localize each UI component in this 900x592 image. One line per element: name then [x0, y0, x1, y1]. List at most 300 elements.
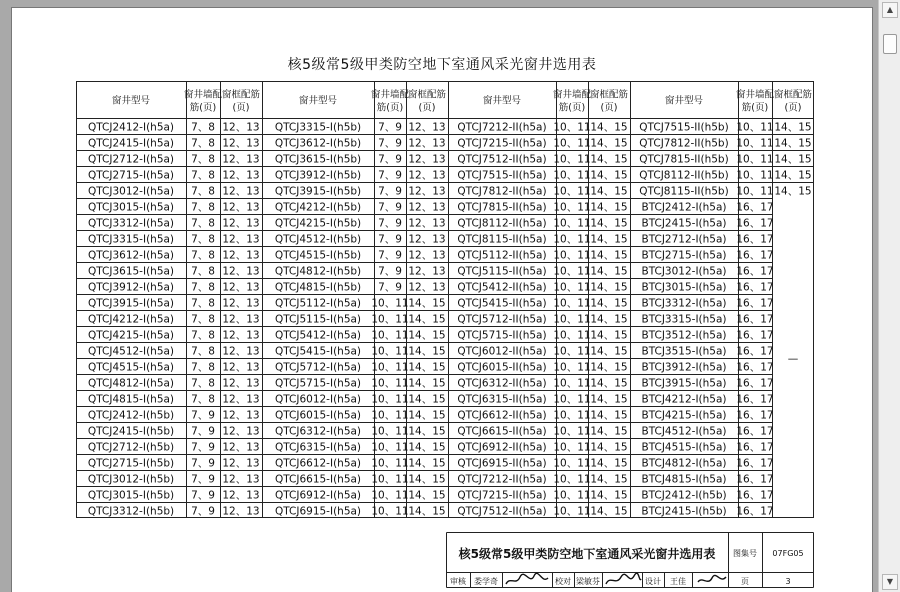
wall-page-cell: 7、8 [191, 201, 215, 214]
frame-page-cell: 14、15 [590, 249, 628, 262]
wall-page-cell: 16、17 [736, 297, 774, 310]
wall-page-cell: 10、11 [736, 121, 774, 134]
model-cell: QTCJ2412-I(h5b) [87, 409, 175, 422]
frame-page-cell: 14、15 [590, 153, 628, 166]
frame-page-cell: 14、15 [590, 457, 628, 470]
wall-page-cell: 10、11 [553, 473, 591, 486]
design-name: 王佳 [670, 577, 686, 586]
review-label: 审核 [450, 577, 466, 586]
wall-page-cell: 7、9 [378, 233, 402, 246]
model-cell: QTCJ2715-I(h5b) [87, 457, 175, 470]
model-cell: QTCJ8115-II(h5b) [639, 185, 729, 198]
model-cell: QTCJ8112-II(h5a) [457, 217, 547, 230]
model-cell: QTCJ6015-II(h5a) [457, 361, 547, 374]
model-cell: BTCJ3012-I(h5a) [641, 265, 727, 278]
model-cell: BTCJ3512-I(h5a) [641, 329, 727, 342]
model-cell: BTCJ2715-I(h5a) [641, 249, 727, 262]
wall-page-cell: 10、11 [553, 201, 591, 214]
frame-page-cell: 14、15 [590, 121, 628, 134]
model-cell: QTCJ3015-I(h5b) [87, 489, 175, 502]
model-cell: QTCJ5715-I(h5a) [274, 377, 362, 390]
wall-page-cell: 10、11 [371, 441, 409, 454]
frame-page-cell: 12、13 [222, 265, 260, 278]
wall-page-cell: 7、9 [191, 425, 215, 438]
model-cell: BTCJ2415-I(h5a) [641, 217, 727, 230]
column-header-sub: 筋(页) [376, 102, 404, 114]
frame-page-cell: 14、15 [590, 425, 628, 438]
model-cell: QTCJ5712-II(h5a) [457, 313, 547, 326]
frame-page-cell: 14、15 [590, 169, 628, 182]
page-title: 核5级常5级甲类防空地下室通风采光窗井选用表 [287, 57, 597, 73]
frame-page-cell: 14、15 [590, 233, 628, 246]
wall-page-cell: 10、11 [371, 393, 409, 406]
frame-page-cell: 12、13 [408, 153, 446, 166]
wall-page-cell: 7、8 [191, 393, 215, 406]
wall-page-cell: 7、8 [191, 297, 215, 310]
frame-page-cell: 12、13 [408, 265, 446, 278]
frame-page-cell: 12、13 [408, 201, 446, 214]
frame-page-cell: 14、15 [590, 409, 628, 422]
wall-page-cell: 7、9 [191, 473, 215, 486]
frame-page-cell: 14、15 [590, 361, 628, 374]
wall-page-cell: 16、17 [736, 505, 774, 518]
model-cell: QTCJ3915-I(h5b) [274, 185, 362, 198]
wall-page-cell: 7、8 [191, 361, 215, 374]
wall-page-cell: 10、11 [553, 185, 591, 198]
design-label: 设计 [645, 577, 661, 586]
wall-page-cell: 10、11 [371, 377, 409, 390]
column-header: 窗框配筋 [773, 89, 813, 101]
wall-page-cell: 16、17 [736, 457, 774, 470]
wall-page-cell: 7、9 [191, 489, 215, 502]
page-label: 页 [741, 577, 749, 586]
frame-page-cell: 12、13 [222, 393, 260, 406]
frame-page-cell: 12、13 [408, 249, 446, 262]
model-cell: QTCJ6912-I(h5a) [274, 489, 362, 502]
scroll-up-arrow-icon[interactable]: ▲ [882, 2, 898, 18]
frame-page-cell: 14、15 [408, 409, 446, 422]
model-cell: QTCJ7515-II(h5a) [457, 169, 547, 182]
column-header: 窗框配筋 [407, 89, 447, 101]
frame-page-cell: 14、15 [590, 473, 628, 486]
wall-page-cell: 7、9 [378, 281, 402, 294]
frame-page-cell: 14、15 [408, 377, 446, 390]
wall-page-cell: 10、11 [736, 185, 774, 198]
wall-page-cell: 10、11 [553, 329, 591, 342]
model-cell: QTCJ3612-I(h5a) [87, 249, 175, 262]
frame-page-cell: 14、15 [590, 393, 628, 406]
model-cell: BTCJ2412-I(h5b) [641, 489, 727, 502]
model-cell: QTCJ6915-II(h5a) [457, 457, 547, 470]
wall-page-cell: 10、11 [553, 377, 591, 390]
wall-page-cell: 16、17 [736, 393, 774, 406]
model-cell: QTCJ6015-I(h5a) [274, 409, 362, 422]
frame-page-cell: 14、15 [590, 441, 628, 454]
model-cell: BTCJ2415-I(h5b) [641, 505, 727, 518]
column-header: 窗井型号 [664, 95, 704, 107]
wall-page-cell: 10、11 [553, 441, 591, 454]
wall-page-cell: 7、9 [191, 505, 215, 518]
frame-page-cell: 12、13 [222, 249, 260, 262]
model-cell: QTCJ2415-I(h5b) [87, 425, 175, 438]
model-cell: QTCJ4512-I(h5b) [274, 233, 362, 246]
wall-page-cell: 7、9 [191, 441, 215, 454]
wall-page-cell: 10、11 [553, 489, 591, 502]
frame-page-cell: 14、15 [408, 345, 446, 358]
vertical-scrollbar[interactable] [878, 0, 900, 592]
model-cell: QTCJ2415-I(h5a) [87, 137, 175, 150]
wall-page-cell: 16、17 [736, 249, 774, 262]
frame-page-cell: 12、13 [222, 153, 260, 166]
frame-page-cell: 12、13 [222, 121, 260, 134]
model-cell: QTCJ7215-II(h5a) [457, 137, 547, 150]
frame-page-cell: 14、15 [590, 489, 628, 502]
model-cell: BTCJ4215-I(h5a) [641, 409, 727, 422]
model-cell: QTCJ3312-I(h5b) [87, 505, 175, 518]
frame-page-cell: 14、15 [774, 121, 812, 134]
wall-page-cell: 10、11 [553, 217, 591, 230]
frame-page-cell: 12、13 [222, 329, 260, 342]
model-cell: QTCJ5712-I(h5a) [274, 361, 362, 374]
title-block [446, 532, 814, 588]
frame-page-cell: 14、15 [590, 265, 628, 278]
wall-page-cell: 10、11 [553, 409, 591, 422]
model-cell: QTCJ6612-I(h5a) [274, 457, 362, 470]
column-header-sub: (页) [600, 102, 618, 114]
wall-page-cell: 7、8 [191, 377, 215, 390]
wall-page-cell: 7、8 [191, 281, 215, 294]
frame-page-cell: 12、13 [222, 457, 260, 470]
wall-page-cell: 16、17 [736, 265, 774, 278]
frame-page-cell: 12、13 [222, 281, 260, 294]
frame-page-cell: 14、15 [774, 185, 812, 198]
selection-table [76, 81, 814, 518]
frame-page-cell: 14、15 [590, 329, 628, 342]
model-cell: BTCJ3912-I(h5a) [641, 361, 727, 374]
frame-page-cell: 12、13 [222, 345, 260, 358]
wall-page-cell: 10、11 [553, 361, 591, 374]
model-cell: QTCJ7212-II(h5a) [457, 121, 547, 134]
frame-page-cell: 12、13 [408, 233, 446, 246]
model-cell: QTCJ4512-I(h5a) [87, 345, 175, 358]
model-cell: QTCJ8115-II(h5a) [457, 233, 547, 246]
model-cell: QTCJ2715-I(h5a) [87, 169, 175, 182]
frame-page-cell: 14、15 [408, 297, 446, 310]
column-header: 窗井墙配 [183, 89, 223, 101]
wall-page-cell: 7、9 [378, 185, 402, 198]
column-header: 窗井型号 [111, 95, 151, 107]
model-cell: QTCJ5115-II(h5a) [457, 265, 547, 278]
model-cell: QTCJ3915-I(h5a) [87, 297, 175, 310]
merged-frame-cell: — [787, 353, 799, 365]
wall-page-cell: 10、11 [553, 505, 591, 518]
wall-page-cell: 10、11 [371, 345, 409, 358]
model-cell: QTCJ8112-II(h5b) [639, 169, 729, 182]
frame-page-cell: 14、15 [408, 457, 446, 470]
wall-page-cell: 7、9 [191, 457, 215, 470]
model-cell: QTCJ5412-I(h5a) [274, 329, 362, 342]
column-header-sub: 筋(页) [741, 102, 769, 114]
frame-page-cell: 14、15 [590, 345, 628, 358]
frame-page-cell: 12、13 [408, 217, 446, 230]
model-cell: QTCJ7515-II(h5b) [639, 121, 729, 134]
model-cell: QTCJ7815-II(h5b) [639, 153, 729, 166]
model-cell: QTCJ4812-I(h5a) [87, 377, 175, 390]
wall-page-cell: 10、11 [553, 457, 591, 470]
column-header-sub: (页) [784, 102, 802, 114]
frame-page-cell: 12、13 [222, 425, 260, 438]
model-cell: BTCJ2712-I(h5a) [641, 233, 727, 246]
atlas-value: 07FG05 [772, 549, 804, 558]
model-cell: BTCJ3515-I(h5a) [641, 345, 727, 358]
frame-page-cell: 14、15 [590, 185, 628, 198]
wall-page-cell: 7、8 [191, 313, 215, 326]
model-cell: QTCJ5115-I(h5a) [274, 313, 362, 326]
column-header-sub: 筋(页) [558, 102, 586, 114]
model-cell: QTCJ6012-I(h5a) [274, 393, 362, 406]
model-cell: QTCJ7512-II(h5a) [457, 505, 547, 518]
wall-page-cell: 7、8 [191, 345, 215, 358]
frame-page-cell: 14、15 [408, 441, 446, 454]
atlas-label: 图集号 [733, 549, 757, 558]
wall-page-cell: 7、9 [378, 121, 402, 134]
wall-page-cell: 7、9 [378, 265, 402, 278]
model-cell: QTCJ3315-I(h5a) [87, 233, 175, 246]
model-cell: BTCJ3312-I(h5a) [641, 297, 727, 310]
column-header: 窗井墙配 [552, 89, 592, 101]
frame-page-cell: 14、15 [408, 489, 446, 502]
wall-page-cell: 10、11 [553, 233, 591, 246]
frame-page-cell: 12、13 [222, 217, 260, 230]
column-header-sub: (页) [418, 102, 436, 114]
frame-page-cell: 12、13 [222, 201, 260, 214]
wall-page-cell: 10、11 [553, 345, 591, 358]
model-cell: QTCJ4215-I(h5a) [87, 329, 175, 342]
frame-page-cell: 14、15 [408, 473, 446, 486]
wall-page-cell: 10、11 [553, 153, 591, 166]
wall-page-cell: 16、17 [736, 281, 774, 294]
model-cell: QTCJ6612-II(h5a) [457, 409, 547, 422]
frame-page-cell: 12、13 [408, 169, 446, 182]
wall-page-cell: 10、11 [371, 457, 409, 470]
check-name: 梁敏芬 [576, 577, 600, 586]
wall-page-cell: 10、11 [371, 409, 409, 422]
frame-page-cell: 12、13 [222, 473, 260, 486]
column-header-sub: 筋(页) [189, 102, 217, 114]
wall-page-cell: 7、9 [378, 217, 402, 230]
wall-page-cell: 10、11 [371, 329, 409, 342]
wall-page-cell: 10、11 [736, 137, 774, 150]
frame-page-cell: 12、13 [408, 185, 446, 198]
frame-page-cell: 14、15 [590, 377, 628, 390]
frame-page-cell: 12、13 [222, 489, 260, 502]
frame-page-cell: 14、15 [408, 393, 446, 406]
frame-page-cell: 12、13 [408, 137, 446, 150]
wall-page-cell: 10、11 [553, 137, 591, 150]
frame-page-cell: 12、13 [222, 313, 260, 326]
wall-page-cell: 16、17 [736, 489, 774, 502]
wall-page-cell: 10、11 [371, 313, 409, 326]
frame-page-cell: 14、15 [408, 329, 446, 342]
wall-page-cell: 16、17 [736, 473, 774, 486]
model-cell: QTCJ7215-II(h5a) [457, 489, 547, 502]
scrollbar-thumb[interactable] [883, 34, 897, 54]
frame-page-cell: 12、13 [222, 361, 260, 374]
frame-page-cell: 14、15 [774, 169, 812, 182]
column-header-sub: (页) [232, 102, 250, 114]
frame-page-cell: 14、15 [590, 297, 628, 310]
model-cell: QTCJ6315-I(h5a) [274, 441, 362, 454]
model-cell: QTCJ5112-II(h5a) [457, 249, 547, 262]
model-cell: QTCJ6312-II(h5a) [457, 377, 547, 390]
wall-page-cell: 7、8 [191, 153, 215, 166]
frame-page-cell: 12、13 [222, 297, 260, 310]
frame-page-cell: 14、15 [774, 153, 812, 166]
model-cell: BTCJ4812-I(h5a) [641, 457, 727, 470]
wall-page-cell: 10、11 [553, 281, 591, 294]
wall-page-cell: 16、17 [736, 377, 774, 390]
wall-page-cell: 7、9 [378, 201, 402, 214]
frame-page-cell: 12、13 [408, 121, 446, 134]
frame-page-cell: 12、13 [222, 409, 260, 422]
wall-page-cell: 7、9 [378, 249, 402, 262]
model-cell: BTCJ4212-I(h5a) [641, 393, 727, 406]
model-cell: QTCJ3615-I(h5b) [274, 153, 362, 166]
wall-page-cell: 10、11 [553, 169, 591, 182]
frame-page-cell: 14、15 [590, 137, 628, 150]
model-cell: QTCJ4212-I(h5b) [274, 201, 362, 214]
wall-page-cell: 7、9 [378, 137, 402, 150]
column-header: 窗井型号 [482, 95, 522, 107]
wall-page-cell: 10、11 [553, 297, 591, 310]
wall-page-cell: 16、17 [736, 217, 774, 230]
wall-page-cell: 7、8 [191, 137, 215, 150]
wall-page-cell: 16、17 [736, 441, 774, 454]
model-cell: QTCJ3312-I(h5a) [87, 217, 175, 230]
column-header: 窗井型号 [298, 95, 338, 107]
wall-page-cell: 7、8 [191, 121, 215, 134]
frame-page-cell: 12、13 [222, 377, 260, 390]
column-header: 窗井墙配 [370, 89, 410, 101]
model-cell: QTCJ4815-I(h5b) [274, 281, 362, 294]
model-cell: QTCJ3912-I(h5b) [274, 169, 362, 182]
check-label: 校对 [555, 577, 571, 586]
model-cell: QTCJ6912-II(h5a) [457, 441, 547, 454]
wall-page-cell: 10、11 [553, 121, 591, 134]
model-cell: QTCJ3012-I(h5a) [87, 185, 175, 198]
model-cell: QTCJ5415-II(h5a) [457, 297, 547, 310]
wall-page-cell: 10、11 [736, 169, 774, 182]
frame-page-cell: 14、15 [408, 313, 446, 326]
model-cell: BTCJ4512-I(h5a) [641, 425, 727, 438]
model-cell: BTCJ3915-I(h5a) [641, 377, 727, 390]
wall-page-cell: 10、11 [371, 297, 409, 310]
model-cell: BTCJ2412-I(h5a) [641, 201, 727, 214]
wall-page-cell: 10、11 [553, 313, 591, 326]
frame-page-cell: 14、15 [590, 217, 628, 230]
frame-page-cell: 12、13 [408, 281, 446, 294]
frame-page-cell: 12、13 [222, 505, 260, 518]
wall-page-cell: 10、11 [371, 473, 409, 486]
wall-page-cell: 7、8 [191, 233, 215, 246]
model-cell: BTCJ3015-I(h5a) [641, 281, 727, 294]
column-header: 窗井墙配 [735, 89, 775, 101]
wall-page-cell: 7、8 [191, 249, 215, 262]
wall-page-cell: 10、11 [553, 425, 591, 438]
wall-page-cell: 16、17 [736, 329, 774, 342]
wall-page-cell: 16、17 [736, 409, 774, 422]
model-cell: QTCJ7512-II(h5a) [457, 153, 547, 166]
wall-page-cell: 16、17 [736, 233, 774, 246]
wall-page-cell: 16、17 [736, 313, 774, 326]
model-cell: BTCJ4515-I(h5a) [641, 441, 727, 454]
frame-page-cell: 14、15 [774, 137, 812, 150]
frame-page-cell: 14、15 [408, 361, 446, 374]
wall-page-cell: 10、11 [553, 249, 591, 262]
model-cell: QTCJ2412-I(h5a) [87, 121, 175, 134]
model-cell: QTCJ3012-I(h5b) [87, 473, 175, 486]
model-cell: QTCJ4815-I(h5a) [87, 393, 175, 406]
model-cell: QTCJ2712-I(h5a) [87, 153, 175, 166]
model-cell: QTCJ4515-I(h5a) [87, 361, 175, 374]
wall-page-cell: 7、9 [378, 169, 402, 182]
review-signature [506, 573, 548, 584]
frame-page-cell: 12、13 [222, 441, 260, 454]
model-cell: QTCJ7212-II(h5a) [457, 473, 547, 486]
model-cell: QTCJ4812-I(h5b) [274, 265, 362, 278]
frame-page-cell: 12、13 [222, 233, 260, 246]
model-cell: QTCJ6315-II(h5a) [457, 393, 547, 406]
wall-page-cell: 7、8 [191, 265, 215, 278]
model-cell: QTCJ7815-II(h5a) [457, 201, 547, 214]
model-cell: QTCJ4515-I(h5b) [274, 249, 362, 262]
model-cell: BTCJ3315-I(h5a) [641, 313, 727, 326]
wall-page-cell: 16、17 [736, 425, 774, 438]
frame-page-cell: 14、15 [590, 281, 628, 294]
wall-page-cell: 7、8 [191, 217, 215, 230]
title-block-name: 核5级常5级甲类防空地下室通风采光窗井选用表 [458, 547, 716, 561]
model-cell: QTCJ6615-II(h5a) [457, 425, 547, 438]
model-cell: QTCJ5112-I(h5a) [274, 297, 362, 310]
frame-page-cell: 14、15 [590, 201, 628, 214]
model-cell: BTCJ4815-I(h5a) [641, 473, 727, 486]
model-cell: QTCJ5415-I(h5a) [274, 345, 362, 358]
frame-page-cell: 14、15 [408, 425, 446, 438]
model-cell: QTCJ5715-II(h5a) [457, 329, 547, 342]
scroll-down-arrow-icon[interactable]: ▼ [882, 574, 898, 590]
model-cell: QTCJ6012-II(h5a) [457, 345, 547, 358]
model-cell: QTCJ6915-I(h5a) [274, 505, 362, 518]
model-cell: QTCJ7812-II(h5b) [639, 137, 729, 150]
frame-page-cell: 14、15 [590, 505, 628, 518]
model-cell: QTCJ5412-II(h5a) [457, 281, 547, 294]
model-cell: QTCJ3315-I(h5b) [274, 121, 362, 134]
wall-page-cell: 10、11 [371, 489, 409, 502]
frame-page-cell: 14、15 [408, 505, 446, 518]
wall-page-cell: 10、11 [371, 361, 409, 374]
model-cell: QTCJ7812-II(h5a) [457, 185, 547, 198]
wall-page-cell: 10、11 [553, 393, 591, 406]
frame-page-cell: 14、15 [590, 313, 628, 326]
wall-page-cell: 7、9 [191, 409, 215, 422]
wall-page-cell: 7、8 [191, 329, 215, 342]
drawing-sheet [12, 8, 872, 592]
model-cell: QTCJ6615-I(h5a) [274, 473, 362, 486]
page-value: 3 [785, 577, 791, 586]
wall-page-cell: 7、9 [378, 153, 402, 166]
check-signature [606, 573, 641, 584]
frame-page-cell: 12、13 [222, 169, 260, 182]
